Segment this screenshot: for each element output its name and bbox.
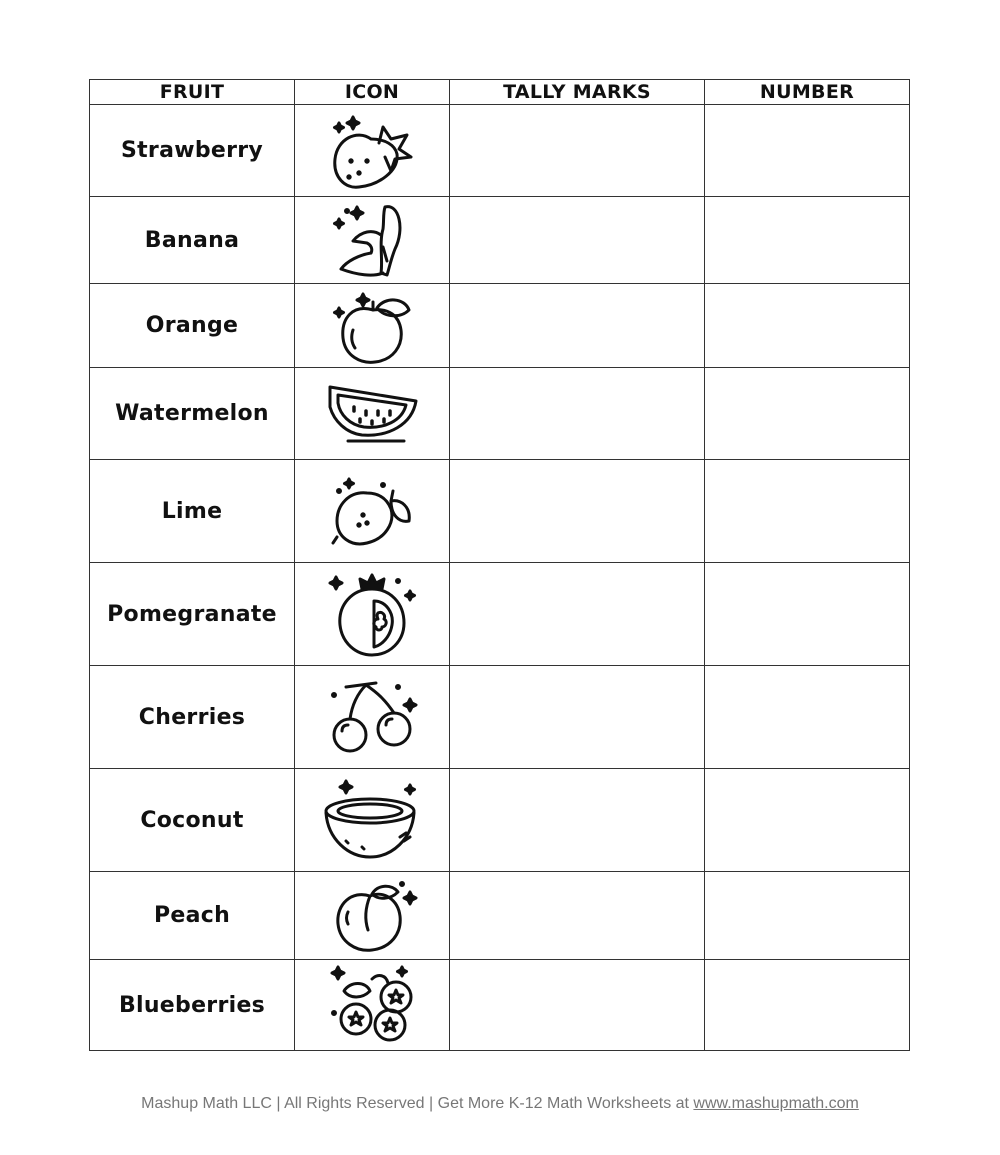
tally-cell[interactable] [450,197,705,284]
blueberries-icon [326,963,418,1047]
header-tally-marks: TALLY MARKS [450,80,705,105]
pomegranate-icon [324,569,420,659]
tally-cell[interactable] [450,666,705,769]
fruit-name: Lime [90,460,295,563]
fruit-name: Orange [90,284,295,368]
header-icon: ICON [295,80,450,105]
lime-icon [327,471,417,551]
cherries-icon [324,679,420,755]
fruit-name: Banana [90,197,295,284]
header-fruit: FRUIT [90,80,295,105]
table-row [90,872,910,960]
tally-cell[interactable] [450,460,705,563]
footer [0,1095,1000,1113]
number-cell[interactable] [705,368,910,460]
table-row [90,563,910,666]
tally-chart-table [89,79,910,1051]
table-row [90,368,910,460]
table-row [90,105,910,197]
number-cell[interactable] [705,960,910,1051]
fruit-name: Peach [90,872,295,960]
orange-icon [327,286,417,366]
fruit-name: Pomegranate [90,563,295,666]
tally-cell[interactable] [450,284,705,368]
table-row [90,197,910,284]
number-cell[interactable] [705,872,910,960]
table-row [90,666,910,769]
number-cell[interactable] [705,284,910,368]
tally-cell[interactable] [450,368,705,460]
fruit-name: Watermelon [90,368,295,460]
number-cell[interactable] [705,197,910,284]
table-row [90,769,910,872]
table-row [90,960,910,1051]
peach-icon [326,878,418,954]
number-cell[interactable] [705,666,910,769]
table-row [90,460,910,563]
number-cell[interactable] [705,769,910,872]
tally-cell[interactable] [450,872,705,960]
number-cell[interactable] [705,460,910,563]
number-cell[interactable] [705,563,910,666]
header-row [90,80,910,105]
tally-cell[interactable] [450,563,705,666]
fruit-name: Cherries [90,666,295,769]
table-row [90,284,910,368]
coconut-icon [322,777,422,863]
watermelon-icon [324,381,420,447]
footer-link[interactable]: www.mashupmath.com [693,1095,859,1112]
tally-cell[interactable] [450,960,705,1051]
strawberry-icon [327,109,417,193]
fruit-name: Strawberry [90,105,295,197]
fruit-name: Coconut [90,769,295,872]
header-number: NUMBER [705,80,910,105]
banana-icon [327,199,417,281]
footer-text: Mashup Math LLC | All Rights Reserved | Get More K-12 Math Worksheets at [141,1095,694,1112]
tally-cell[interactable] [450,769,705,872]
fruit-name: Blueberries [90,960,295,1051]
number-cell[interactable] [705,105,910,197]
tally-cell[interactable] [450,105,705,197]
